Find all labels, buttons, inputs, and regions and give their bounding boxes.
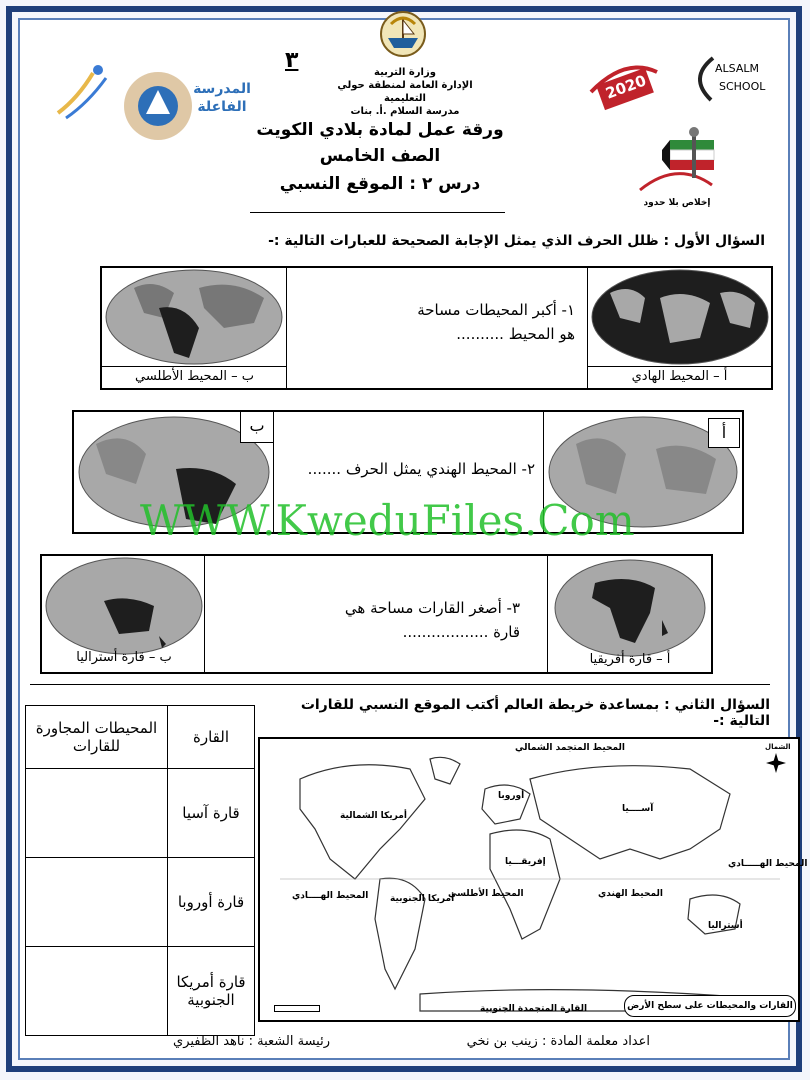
q1-item2-label-b[interactable]: ب — [240, 412, 273, 443]
table-cell-continent-asia: قارة آسيا — [168, 769, 255, 858]
table-cell-continent-south-america: قارة أمريكا الجنوبية — [168, 947, 255, 1036]
table-cell-continent-europe: قارة أوروبا — [168, 858, 255, 947]
directorate-name: الإدارة العامة لمنطقة حولي التعليمية — [337, 80, 473, 104]
table-header-oceans: المحيطات المجاورة للقارات — [26, 706, 168, 769]
q1-item3-option-b[interactable]: ب – قارة أستراليا — [76, 650, 172, 665]
map-label-north-america: أمريكا الشمالية — [340, 811, 407, 821]
q1-item1-divider-left — [286, 268, 287, 388]
school-name: مدرسة السلام .أ. بنات — [350, 106, 460, 117]
map-scale-bar — [274, 1005, 320, 1012]
watermark-text: WWW.KweduFiles.Com — [140, 496, 635, 545]
map-label-arctic: المحيط المتجمد الشمالي — [515, 743, 625, 753]
q2-heading: السؤال الثاني : بمساعدة خريطة العالم أكتب الموقع النسبي للقارات التالية :- — [300, 697, 770, 729]
year-2020-logo — [585, 52, 663, 122]
table-answer-south-america[interactable] — [26, 947, 168, 1036]
map-label-indian: المحيط الهندي — [598, 889, 663, 899]
q1-item3-map-a — [550, 558, 710, 658]
map-label-europe: أوروبا — [498, 791, 525, 801]
q1-item2-label-a[interactable]: أ — [708, 418, 740, 448]
map-label-africa: إفريقـــيا — [505, 857, 546, 867]
q1-item2-question: ٢- المحيط الهندي يمثل الحرف ....... — [307, 460, 535, 478]
social-studies-logo — [632, 120, 722, 212]
q1-item1-map-a — [590, 268, 770, 366]
prepared-by: اعداد معلمة المادة : زينب بن نخي — [466, 1034, 650, 1049]
section-divider — [30, 684, 770, 685]
alsalm-school-logo — [683, 50, 773, 110]
map-label-north: الشمال — [765, 743, 791, 751]
q1-item1-option-a[interactable]: أ – المحيط الهادي — [588, 366, 771, 388]
q1-item3-divider-right — [547, 556, 548, 672]
map-title: القارات والمحيطات على سطح الأرض — [624, 995, 796, 1017]
map-label-south-america: أمريكا الجنوبية — [390, 894, 455, 904]
kuwait-emblem-icon — [378, 8, 428, 60]
table-answer-europe[interactable] — [26, 858, 168, 947]
table-answer-asia[interactable] — [26, 769, 168, 858]
table-header-continent: القارة — [168, 706, 255, 769]
map-label-antarctic: القارة المتجمدة الجنوبية — [480, 1004, 588, 1014]
runner-logo-icon — [48, 58, 118, 128]
q1-item1-map-b — [104, 268, 284, 366]
q1-item3-map-b — [44, 556, 204, 656]
q1-item3-question: ٣- أصغر القارات مساحة هي قارة .................. — [344, 599, 520, 641]
head-of-department: رئيسة الشعبة : ناهد الظفيري — [173, 1034, 330, 1049]
map-label-pacific-west: المحيط الهــــادي — [292, 891, 369, 901]
map-label-australia: أستراليا — [708, 921, 743, 931]
q1-item3-divider-left — [204, 556, 205, 672]
ministry-name: وزارة التربية — [374, 67, 436, 78]
page-number: ٣ — [285, 48, 299, 73]
north-arrow-icon — [766, 753, 786, 773]
worksheet-title: ورقة عمل لمادة بلادي الكويت — [256, 120, 504, 140]
continents-table — [25, 705, 255, 1036]
q1-item3-option-a[interactable]: أ – قارة أفريقيا — [589, 652, 671, 667]
alsalm-line2: SCHOOL — [719, 80, 766, 93]
lesson-title: درس ٢ : الموقع النسبي — [279, 174, 481, 194]
active-school-logo — [120, 48, 255, 158]
motto-text: إخلاص بلا حدود — [643, 198, 711, 208]
title-underline — [250, 212, 505, 213]
map-label-asia: آســــيا — [622, 804, 654, 814]
q1-item1-option-b[interactable]: ب – المحيط الأطلسي — [102, 366, 287, 388]
alsalm-line1: ALSALM — [715, 62, 759, 75]
q1-heading: السؤال الأول : ظلل الحرف الذي يمثل الإجابة الصحيحة للعبارات التالية :- — [268, 233, 765, 249]
active-school-text: المدرسة الفاعلة — [193, 81, 251, 115]
map-label-pacific-east: المحيط الهـــــادي — [728, 859, 808, 869]
year-2020-text: 2020 — [603, 71, 649, 103]
world-map — [258, 737, 808, 1022]
grade-title: الصف الخامس — [319, 146, 441, 166]
q1-item1-question: ١- أكبر المحيطات مساحة هو المحيط .......... — [417, 301, 575, 343]
map-label-atlantic: المحيط الأطلسي — [448, 889, 524, 899]
